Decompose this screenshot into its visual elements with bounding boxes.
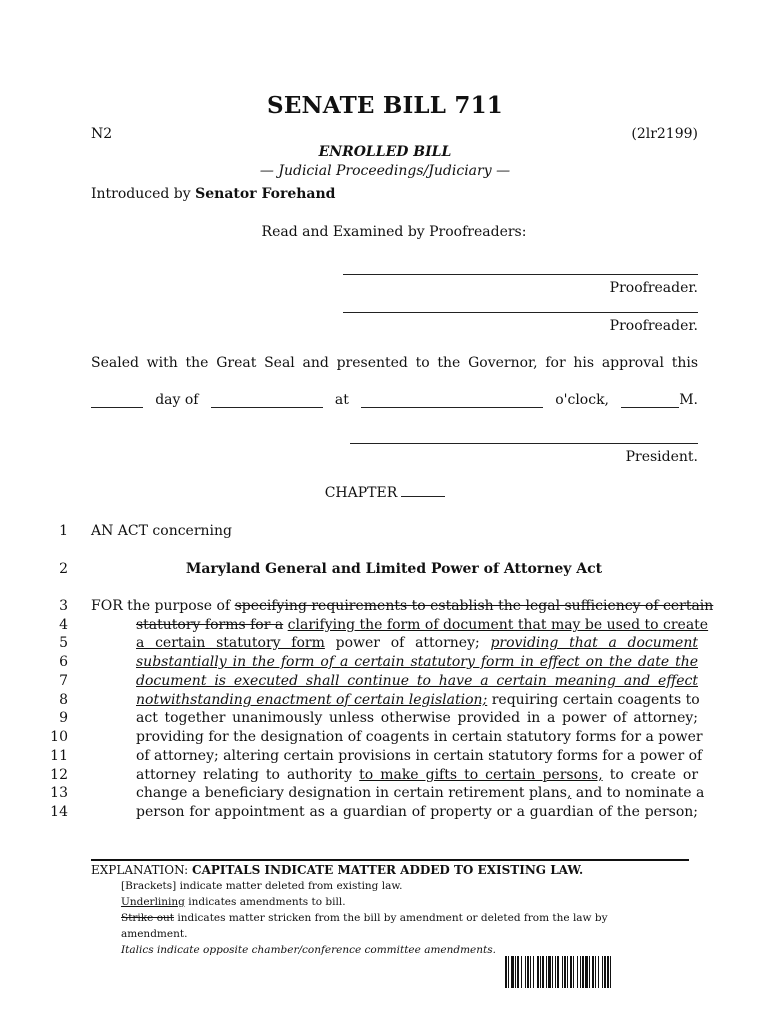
bill-line-11: of attorney; altering certain provisions in certain statutory forms for a power of	[136, 748, 703, 764]
bill-line-1: AN ACT concerning	[91, 523, 232, 539]
bill-line-13	[136, 785, 705, 801]
underlining-word: Underlining	[121, 896, 185, 908]
proofreader-line-2	[343, 312, 698, 313]
bill-code-left: N2	[91, 126, 113, 142]
introduced-by	[91, 186, 335, 202]
brackets-note	[121, 880, 402, 892]
proofreader-label-1: Proofreader.	[609, 280, 698, 296]
bill-line-7	[136, 673, 698, 689]
time-blank	[361, 395, 543, 408]
strike-note	[121, 912, 608, 924]
brackets-text: indicate matter deleted from existing law.	[176, 880, 403, 892]
plain-text: change a beneficiary designation in certain retirement plans	[136, 785, 567, 801]
underlining-text: indicates amendments to bill.	[184, 896, 346, 908]
conference-amendment-text: providing that a document	[490, 635, 698, 651]
sealed-text: Sealed with the Great Seal and presented to the Governor, for his approval this	[91, 355, 698, 371]
conference-amendment-text: document is executed shall continue to have a certain meaning and effect	[136, 673, 698, 689]
day-of-label: day of	[155, 392, 199, 408]
bill-title: SENATE BILL 711	[267, 92, 503, 119]
plain-text: to create or	[602, 767, 699, 783]
president-label: President.	[625, 449, 698, 465]
date-time-row	[91, 392, 698, 408]
stricken-text: specifying requirements to establish the legal sufficiency of certain	[234, 598, 714, 614]
bill-line-6	[136, 654, 698, 670]
explanation-heading	[91, 863, 583, 877]
line-number: 4	[59, 617, 68, 633]
bill-line-4	[136, 617, 709, 633]
line-number: 14	[50, 804, 68, 820]
month-blank	[211, 395, 323, 408]
sponsor-name: Senator Forehand	[195, 186, 336, 202]
italics-note: Italics indicate opposite chamber/conference committee amendments.	[121, 944, 496, 956]
amended-text: clarifying the form of document that may be used to create	[287, 617, 709, 633]
meridiem-suffix: M.	[679, 392, 698, 408]
line-number: 9	[59, 710, 68, 726]
act-short-title: Maryland General and Limited Power of Attorney Act	[185, 561, 603, 577]
read-examined-label: Read and Examined by Proofreaders:	[261, 224, 527, 240]
line-number: 6	[59, 654, 68, 670]
day-blank	[91, 395, 143, 408]
bill-line-14: person for appointment as a guardian of property or a guardian of the person;	[136, 804, 698, 820]
barcode-bar	[611, 956, 614, 988]
conference-amendment-text: substantially in the form of a certain statutory form in effect on the date the	[136, 654, 698, 670]
proofreader-line-1	[343, 274, 698, 275]
amended-text: a certain statutory form	[136, 635, 325, 651]
conference-amendment-text: notwithstanding enactment of certain legislation;	[136, 692, 488, 708]
amended-text: to make gifts to certain persons,	[359, 767, 603, 783]
barcode	[505, 956, 690, 988]
line-number: 5	[59, 635, 68, 651]
line-number: 1	[59, 523, 68, 539]
line-number: 7	[59, 673, 68, 689]
plain-text: power of attorney;	[324, 635, 491, 651]
plain-text: and to nominate a	[571, 785, 705, 801]
bill-document-number: (2lr2199)	[631, 126, 698, 142]
introduced-prefix: Introduced by	[91, 186, 191, 202]
explanation-label: EXPLANATION:	[91, 863, 189, 877]
explanation-rule	[91, 859, 689, 861]
line-number: 8	[59, 692, 68, 708]
meridiem-field	[621, 392, 698, 408]
underlining-note	[121, 896, 346, 908]
at-label: at	[334, 392, 349, 408]
plain-text: attorney relating to authority	[136, 767, 360, 783]
bill-line-9: act together unanimously unless otherwise provided in a power of attorney;	[136, 710, 698, 726]
line-number: 12	[50, 767, 68, 783]
strike-text: indicates matter stricken from the bill by amendment or deleted from the law by	[174, 912, 608, 924]
line-number: 11	[50, 748, 68, 764]
bill-line-8	[136, 692, 698, 708]
enrolled-label: ENROLLED BILL	[318, 144, 452, 160]
oclock-label: o'clock,	[555, 392, 610, 408]
stricken-text: statutory forms for a	[136, 617, 284, 633]
line-number: 3	[59, 598, 68, 614]
brackets-word: [Brackets]	[121, 880, 177, 892]
strike-note-continued: amendment.	[121, 928, 188, 940]
bill-line-5	[136, 635, 698, 651]
chapter-label: CHAPTER	[324, 485, 398, 501]
chapter-blank	[401, 484, 445, 497]
strike-word: Strike out	[121, 912, 175, 924]
line-number: 10	[50, 729, 68, 745]
bill-line-10: providing for the designation of coagents in certain statutory forms for a power	[136, 729, 703, 745]
plain-text: requiring certain coagents to	[487, 692, 700, 708]
bill-line-12	[136, 767, 698, 783]
meridiem-blank	[621, 395, 679, 408]
line-number: 2	[59, 561, 68, 577]
chapter-line	[0, 484, 770, 501]
plain-text: FOR the purpose of	[91, 598, 235, 614]
capitals-note: CAPITALS INDICATE MATTER ADDED TO EXISTING LAW.	[192, 863, 584, 877]
proofreader-label-2: Proofreader.	[609, 318, 698, 334]
amended-text: ,	[566, 785, 572, 801]
line-number: 13	[50, 785, 68, 801]
bill-line-3	[91, 598, 714, 614]
president-line	[350, 443, 698, 444]
committee-line: — Judicial Proceedings/Judiciary —	[259, 163, 511, 179]
